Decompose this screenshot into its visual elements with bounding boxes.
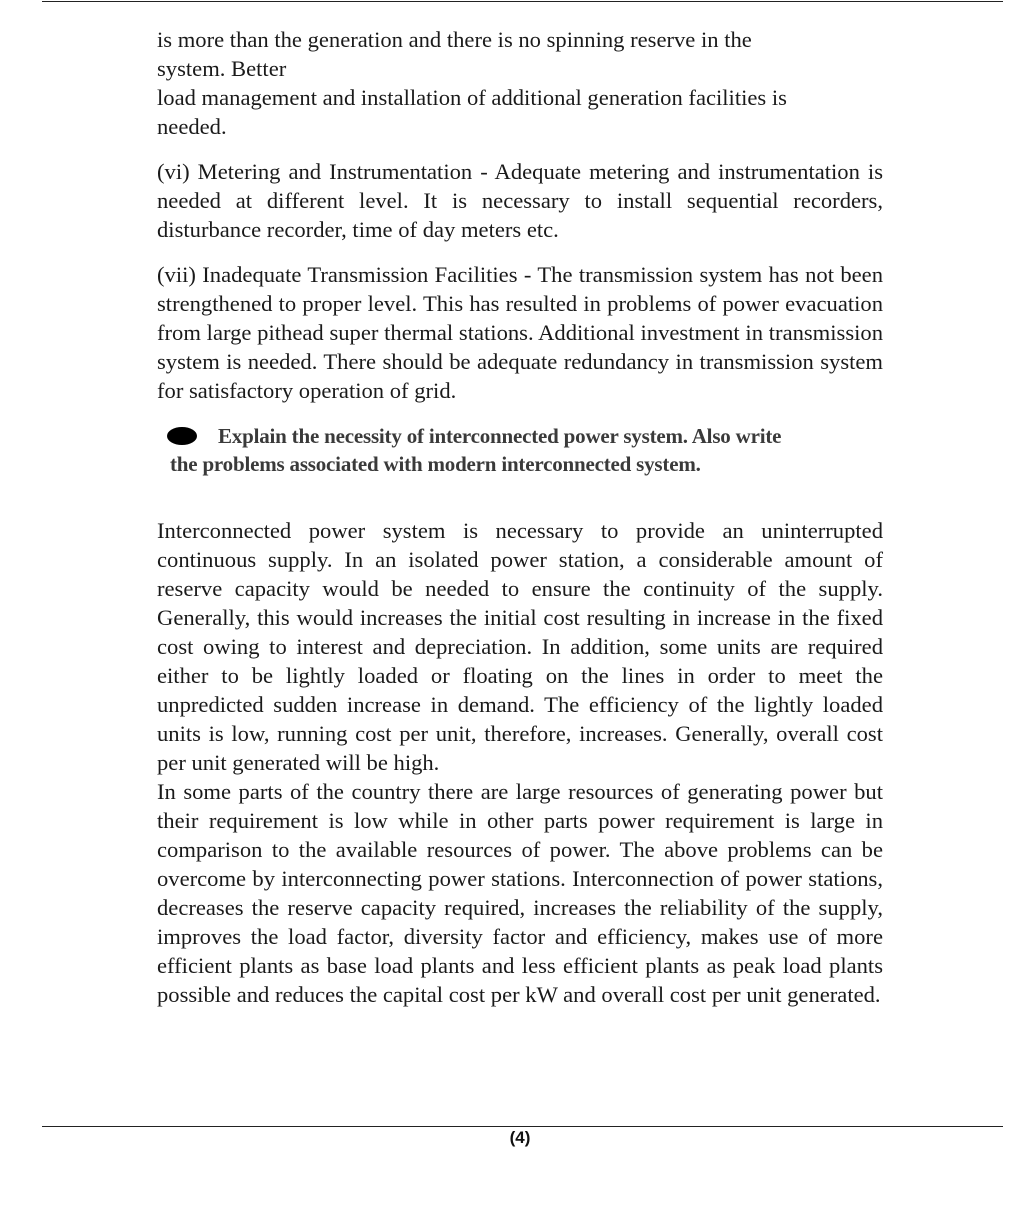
intro-line: is more than the generation and there is no spinning reserve in the (157, 27, 752, 52)
header-rule (42, 1, 1003, 2)
question-line-2: the problems associated with modern interconnected system. (170, 452, 701, 476)
answer-paragraph-1: Interconnected power system is necessary to provide an uninterrupted continuous supply. In an isolated power station, a considerable amount of reserve capacity would be needed to ensure the continuity of the supply. Generally, this would increases the initial cost resulting in increase in the fixed cost owing to interest and depreciation. In addition, some units are required either to be lightly loaded or floating on the lines in order to meet the unpredicted sudden increase in demand. The efficiency of the lightly loaded units is low, running cost per unit, therefore, increases. Generally, overall cost per unit generated will be high. (157, 518, 883, 775)
intro-line: load management and installation of additional generation facilities is (157, 85, 787, 110)
page-number: (4) (509, 1128, 531, 1147)
intro-line: system. Better (157, 56, 287, 81)
page-body (157, 25, 883, 1009)
question-line-1: Explain the necessity of interconnected power system. Also write (218, 424, 782, 448)
intro-paragraph (157, 25, 883, 141)
bullet-icon (167, 427, 197, 445)
intro-line: needed. (157, 114, 227, 139)
metering-paragraph: (vi) Metering and Instrumentation - Adequate metering and instrumentation is needed at different level. It is necessary to install sequential recorders, disturbance recorder, time of day meters etc. (157, 159, 883, 242)
answer-paragraph-2: In some parts of the country there are large resources of generating power but their requirement is low while in other parts power requirement is large in comparison to the available resources of power. The above problems can be overcome by interconnecting power stations. Interconnection of power stations, decreases the reserve capacity required, increases the reliability of the supply, improves the load factor, diversity factor and efficiency, makes use of more efficient plants as base load plants and less efficient plants as peak load plants possible and reduces the capital cost per kW and overall cost per unit generated. (157, 779, 883, 1007)
transmission-paragraph: (vii) Inadequate Transmission Facilities - The transmission system has not been strengthened to proper level. This has resulted in problems of power evacuation from large pithead super thermal stations. Additional investment in transmission system is needed. There should be adequate redundancy in transmission system for satisfactory operation of grid. (157, 262, 883, 403)
question-heading (157, 422, 883, 478)
